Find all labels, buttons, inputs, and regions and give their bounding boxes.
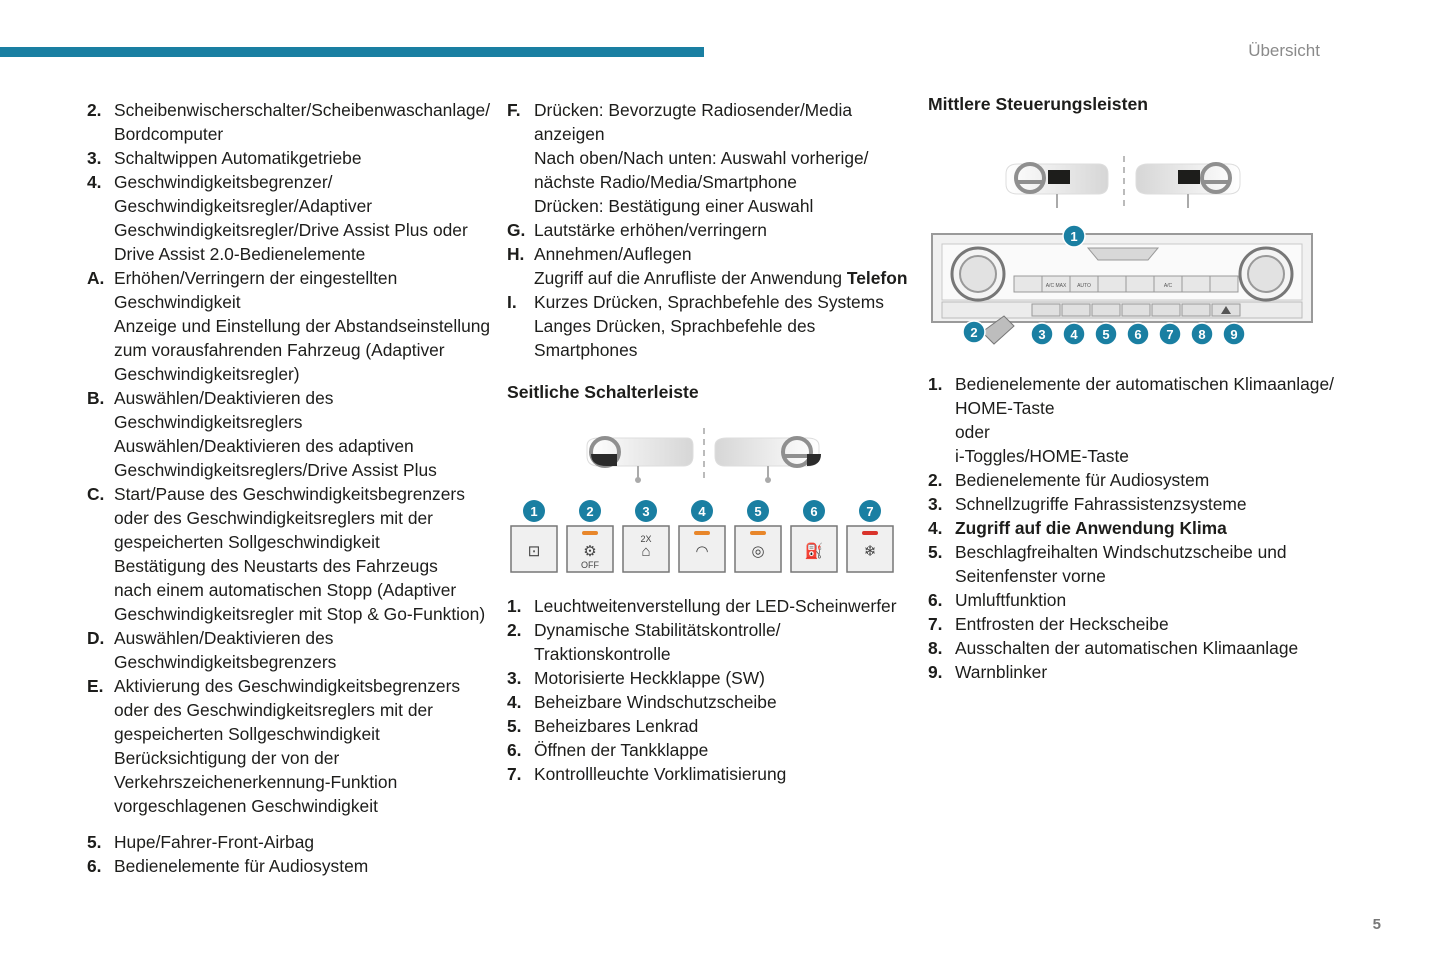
item-line: Umluftfunktion [955, 590, 1067, 610]
svg-text:⌂: ⌂ [641, 543, 651, 560]
item-number: 7. [928, 614, 943, 634]
item-line: Zugriff auf die Anrufliste der Anwendung Telefon [534, 268, 908, 288]
item-text [114, 386, 487, 482]
list-side-switches [507, 594, 907, 786]
label-a-c: A/C [1163, 283, 1173, 289]
item-number: B. [87, 388, 105, 408]
item-text [534, 618, 907, 666]
callout-number: 3 [642, 504, 650, 519]
item-line: Annehmen/Auflegen [534, 244, 692, 264]
list-item [507, 690, 907, 714]
callout-number: 7 [866, 504, 874, 519]
esc-off-icon [567, 500, 613, 572]
heading-center-controls: Mittlere Steuerungsleisten [928, 94, 1148, 114]
list-item [928, 492, 1348, 516]
item-line: Leuchtweitenverstellung der LED-Scheinwerfer [534, 596, 897, 616]
list-item [87, 482, 487, 626]
item-number: I. [507, 292, 517, 312]
item-number: 9. [928, 662, 943, 682]
item-number: 1. [928, 374, 943, 394]
headlight-level-icon [511, 500, 557, 572]
item-text [955, 516, 1348, 540]
item-number: 2. [87, 100, 102, 120]
item-text [114, 674, 487, 818]
list-item [507, 290, 907, 362]
item-line: Geschwindigkeitsbegrenzers [114, 652, 337, 672]
svg-text:⚙: ⚙ [583, 543, 597, 560]
callout-number: 2 [970, 325, 978, 340]
item-line: Geschwindigkeitsregler) [114, 364, 300, 384]
callout-number: 9 [1230, 327, 1238, 342]
item-number: 5. [928, 542, 943, 562]
item-text [955, 468, 1348, 492]
item-number: 5. [87, 832, 102, 852]
callout-number: 4 [1070, 327, 1078, 342]
item-text [534, 290, 907, 362]
steering-heat-icon [735, 500, 781, 572]
item-text [114, 146, 487, 170]
item-line: Beheizbare Windschutzscheibe [534, 692, 777, 712]
item-line: Berücksichtigung der von der [114, 748, 340, 768]
item-number: H. [507, 244, 525, 264]
item-line: anzeigen [534, 124, 605, 144]
item-number: 7. [507, 764, 522, 784]
item-text [534, 666, 907, 690]
list-item [507, 714, 907, 738]
center-steering-diagram [928, 116, 1328, 208]
item-line: Auswählen/Deaktivieren des [114, 388, 334, 408]
item-text [955, 372, 1348, 468]
item-line: Lautstärke erhöhen/verringern [534, 220, 767, 240]
list-item [928, 516, 1348, 540]
header-accent-bar [0, 47, 704, 57]
item-number: 6. [507, 740, 522, 760]
item-number: 2. [928, 470, 943, 490]
item-text [114, 830, 487, 854]
svg-text:⊡: ⊡ [527, 543, 541, 560]
list-item [507, 762, 907, 786]
preconditioning-icon [847, 500, 893, 572]
item-text [534, 594, 907, 618]
list-item [507, 618, 907, 666]
list-item [928, 660, 1348, 684]
list-item [87, 146, 487, 170]
callout-number: 6 [810, 504, 818, 519]
item-line: Langes Drücken, Sprachbefehle des [534, 316, 816, 336]
tailgate-2x-icon [623, 500, 669, 572]
list-item [928, 612, 1348, 636]
item-line: Schaltwippen Automatikgetriebe [114, 148, 362, 168]
item-line: Geschwindigkeitsbegrenzer/ [114, 172, 333, 192]
item-line: Beschlagfreihalten Windschutzscheibe und [955, 542, 1287, 562]
item-number: F. [507, 100, 521, 120]
column-2 [507, 98, 907, 786]
item-number: 2. [507, 620, 522, 640]
item-line: Geschwindigkeitsregler/Adaptiver [114, 196, 373, 216]
list-item [507, 594, 907, 618]
item-line: Geschwindigkeit [114, 292, 241, 312]
list-item [87, 386, 487, 482]
item-number: 6. [87, 856, 102, 876]
item-line: HOME-Taste [955, 398, 1055, 418]
item-line: Seitenfenster vorne [955, 566, 1106, 586]
page-number: 5 [1372, 916, 1381, 933]
svg-text:◎: ◎ [751, 543, 765, 560]
item-text [955, 636, 1348, 660]
item-text [534, 242, 907, 290]
item-text [534, 714, 907, 738]
heading-side-switches: Seitliche Schalterleiste [507, 382, 699, 402]
item-line: nach einem automatischen Stopp (Adaptiver [114, 580, 457, 600]
item-text [114, 854, 487, 878]
item-line: Bordcomputer [114, 124, 224, 144]
svg-text:⛽: ⛽ [804, 543, 824, 560]
item-line: Anzeige und Einstellung der Abstandseinstellung [114, 316, 491, 336]
item-line: Erhöhen/Verringern der eingestellten [114, 268, 398, 288]
item-number: D. [87, 628, 105, 648]
item-line: Start/Pause des Geschwindigkeitsbegrenzers [114, 484, 465, 504]
item-line: Drücken: Bevorzugte Radiosender/Media [534, 100, 853, 120]
steering-wheel-diagram [507, 404, 897, 496]
side-switch-panel [507, 496, 897, 582]
item-text [955, 588, 1348, 612]
item-line: Beheizbares Lenkrad [534, 716, 699, 736]
item-line: Kontrollleuchte Vorklimatisierung [534, 764, 787, 784]
list-item [507, 738, 907, 762]
item-text [955, 660, 1348, 684]
list-item [507, 98, 907, 218]
item-line: i-Toggles/HOME-Taste [955, 446, 1129, 466]
tailgate-2x-label: 2X [640, 534, 652, 544]
item-line: Kurzes Drücken, Sprachbefehle des Systems [534, 292, 884, 312]
item-line: Verkehrszeichenerkennung-Funktion [114, 772, 398, 792]
callout-number: 6 [1134, 327, 1142, 342]
item-line: Entfrosten der Heckscheibe [955, 614, 1169, 634]
item-line: Geschwindigkeitsregler/Drive Assist Plus oder [114, 220, 468, 240]
climate-panel-illustration [928, 214, 1328, 364]
item-line: nächste Radio/Media/Smartphone [534, 172, 797, 192]
item-line: Smartphones [534, 340, 638, 360]
column-1 [87, 98, 491, 878]
fuel-flap-icon [791, 500, 837, 572]
item-line: Bedienelemente für Audiosystem [955, 470, 1210, 490]
callout-number: 5 [754, 504, 762, 519]
item-number: 3. [507, 668, 522, 688]
item-number: 8. [928, 638, 943, 658]
item-text [955, 612, 1348, 636]
item-number: 4. [87, 172, 102, 192]
item-number: 1. [507, 596, 522, 616]
steering-wheel-position-illustration [507, 404, 897, 496]
item-number: 5. [507, 716, 522, 736]
item-number: 3. [928, 494, 943, 514]
app-name-telefon: Telefon [846, 268, 908, 288]
item-line: oder [955, 422, 990, 442]
list-item [507, 666, 907, 690]
item-text [955, 540, 1348, 588]
list-item [928, 372, 1348, 468]
callout-number: 4 [698, 504, 706, 519]
item-line: Hupe/Fahrer-Front-Airbag [114, 832, 315, 852]
item-line: oder des Geschwindigkeitsreglers mit der [114, 508, 433, 528]
item-line: Auswählen/Deaktivieren des [114, 628, 334, 648]
svg-text:❄: ❄ [863, 543, 877, 560]
item-line: Zugriff auf die Anwendung Klima [955, 518, 1227, 538]
item-number: 3. [87, 148, 102, 168]
item-line: Bedienelemente für Audiosystem [114, 856, 369, 876]
item-line: Ausschalten der automatischen Klimaanlage [955, 638, 1299, 658]
list-item [87, 266, 491, 386]
item-line: gespeicherten Sollgeschwindigkeit [114, 532, 380, 552]
item-line: Motorisierte Heckklappe (SW) [534, 668, 765, 688]
item-text [114, 170, 487, 266]
side-switch-illustration [507, 496, 897, 582]
item-number: E. [87, 676, 104, 696]
callout-number: 3 [1038, 327, 1046, 342]
label-a-c-max: A/C MAX [1045, 283, 1067, 289]
item-line: Dynamische Stabilitätskontrolle/ [534, 620, 781, 640]
callout-number: 8 [1198, 327, 1206, 342]
label-auto: AUTO [1077, 283, 1091, 289]
column-3 [928, 92, 1348, 684]
list-item [87, 674, 487, 818]
item-number: 4. [507, 692, 522, 712]
item-text [114, 98, 490, 146]
item-text [534, 218, 907, 242]
item-text [534, 690, 907, 714]
item-line: Auswählen/Deaktivieren des adaptiven [114, 436, 414, 456]
section-title: Übersicht [1248, 41, 1320, 60]
item-number: 6. [928, 590, 943, 610]
item-line: Öffnen der Tankklappe [534, 740, 709, 760]
list-item [87, 170, 487, 266]
list-center-controls [928, 372, 1348, 684]
callout-number: 1 [530, 504, 538, 519]
center-steering-illustration [928, 116, 1328, 208]
list-item [87, 830, 487, 854]
item-number: C. [87, 484, 105, 504]
esc-off-label: OFF [581, 560, 599, 570]
item-text [534, 738, 907, 762]
list-item [87, 854, 487, 878]
item-line: Aktivierung des Geschwindigkeitsbegrenzers [114, 676, 461, 696]
item-line: Geschwindigkeitsreglers [114, 412, 303, 432]
item-line: Nach oben/Nach unten: Auswahl vorherige/ [534, 148, 869, 168]
list-audio-controls [507, 98, 907, 362]
callout-number: 7 [1166, 327, 1174, 342]
svg-text:◠: ◠ [695, 543, 709, 560]
item-line: Warnblinker [955, 662, 1048, 682]
list-item [928, 636, 1348, 660]
item-text [114, 482, 487, 626]
list-item [507, 242, 907, 290]
list-item [928, 588, 1348, 612]
item-text [114, 266, 490, 386]
item-line: Geschwindigkeitsreglers/Drive Assist Plus [114, 460, 437, 480]
item-text [534, 762, 907, 786]
item-number: A. [87, 268, 105, 288]
item-line: vorgeschlagenen Geschwindigkeit [114, 796, 378, 816]
item-text [114, 626, 487, 674]
item-line: gespeicherten Sollgeschwindigkeit [114, 724, 380, 744]
item-line: Schnellzugriffe Fahrassistenzsysteme [955, 494, 1247, 514]
item-text [534, 98, 907, 218]
item-number: G. [507, 220, 526, 240]
item-line: oder des Geschwindigkeitsreglers mit der [114, 700, 433, 720]
list-item [928, 540, 1348, 588]
callout-number: 2 [586, 504, 594, 519]
item-line: Scheibenwischerschalter/Scheibenwaschanlage/ [114, 100, 491, 120]
item-line: Drücken: Bestätigung einer Auswahl [534, 196, 814, 216]
item-line: Traktionskontrolle [534, 644, 671, 664]
item-line: Geschwindigkeitsregler mit Stop & Go-Funktion) [114, 604, 486, 624]
item-number: 4. [928, 518, 943, 538]
callout-number: 5 [1102, 327, 1110, 342]
climate-panel-diagram [928, 214, 1328, 364]
list-item [928, 468, 1348, 492]
item-line: Bestätigung des Neustarts des Fahrzeugs [114, 556, 438, 576]
callout-number: 1 [1070, 229, 1078, 244]
windshield-heat-icon [679, 500, 725, 572]
list-item [87, 98, 491, 146]
item-line: zum vorausfahrenden Fahrzeug (Adaptiver [114, 340, 445, 360]
list-steering-controls [87, 98, 491, 818]
list-item [87, 626, 487, 674]
item-line: Drive Assist 2.0-Bedienelemente [114, 244, 366, 264]
list-steering-controls-continued [87, 830, 487, 878]
list-item [507, 218, 907, 242]
item-text [955, 492, 1348, 516]
item-line: Bedienelemente der automatischen Klimaanlage/ [955, 374, 1334, 394]
